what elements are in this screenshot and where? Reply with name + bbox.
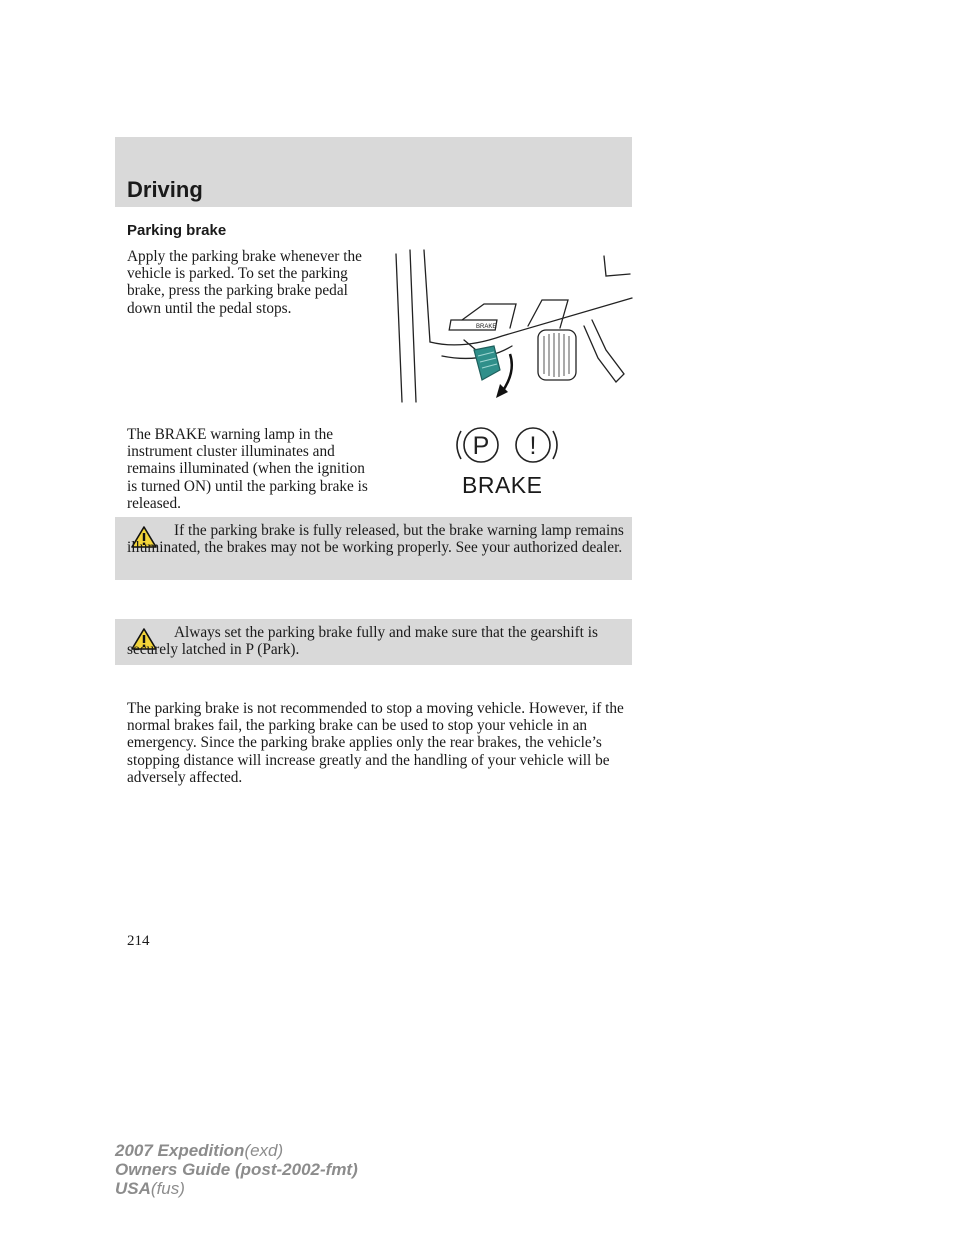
- footer-model-code: (exd): [244, 1141, 284, 1160]
- section-title: Driving: [127, 177, 203, 202]
- document-footer: [115, 1141, 358, 1198]
- section-header: [115, 137, 632, 207]
- parking-brake-pedal-illustration: [392, 246, 636, 406]
- footer-guide: Owners Guide (post-2002-fmt): [115, 1160, 358, 1179]
- warning-box-brake-lamp: [115, 517, 632, 580]
- subsection-heading: Parking brake: [127, 222, 227, 239]
- park-symbol: P: [472, 432, 490, 460]
- paragraph-set-brake: Apply the parking brake whenever the vehicle is parked. To set the parking brake, press the parking brake pedal down until the pedal stops.: [127, 248, 362, 317]
- exclamation-symbol: !: [529, 432, 537, 460]
- footer-market-code: (fus): [150, 1179, 185, 1198]
- brake-lamp-label: BRAKE: [462, 472, 543, 498]
- warning-text-brake-lamp: If the parking brake is fully released, but the brake warning lamp remains illuminated, the brakes may not be working properly. See your authorized dealer.: [127, 522, 624, 557]
- warning-box-set-brake: [115, 619, 632, 665]
- page-number: 214: [127, 933, 150, 949]
- paragraph-emergency-use: The parking brake is not recommended to stop a moving vehicle. However, if the normal brakes fail, the parking brake can be used to stop your vehicle in an emergency. Since the parking brake applies only the rear brakes, the vehicle’s stopping distance will increase greatly and the handling of your vehicle will be adversely affected.: [127, 700, 624, 786]
- paragraph-warning-lamp: The BRAKE warning lamp in the instrument cluster illuminates and remains illuminated (when the ignition is turned ON) until the parking brake is released.: [127, 426, 368, 512]
- pedal-brake-label: BRAKE: [476, 324, 497, 330]
- footer-model: 2007 Expedition: [115, 1141, 245, 1160]
- footer-market: USA: [115, 1179, 151, 1198]
- warning-text-set-brake: Always set the parking brake fully and make sure that the gearshift is securely latched in P (Park).: [127, 624, 598, 659]
